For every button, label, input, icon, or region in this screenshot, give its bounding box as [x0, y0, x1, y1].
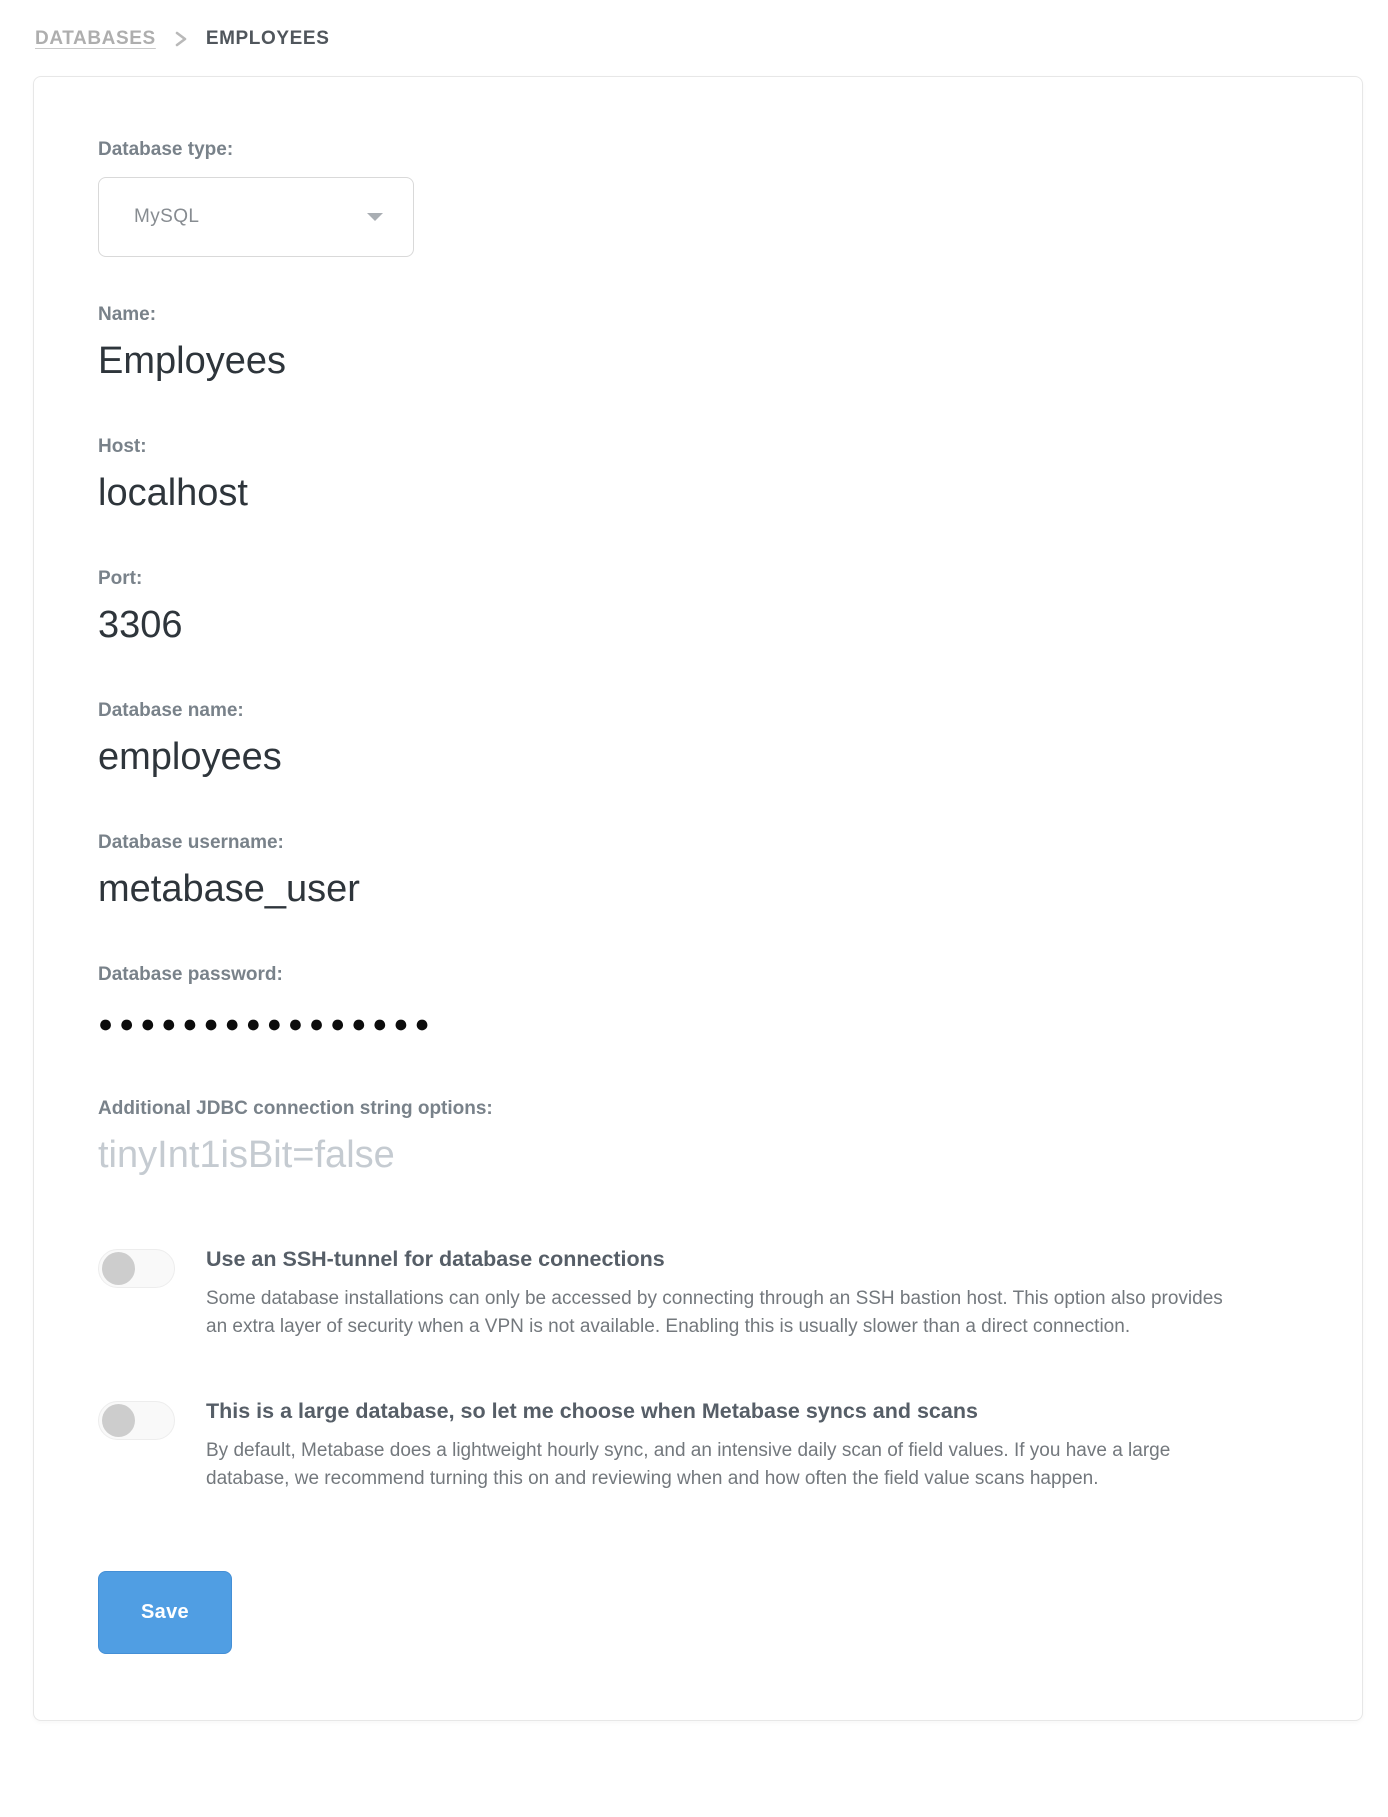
jdbc-options-label: Additional JDBC connection string options: [98, 1098, 493, 1119]
jdbc-options-input[interactable] [98, 1132, 1178, 1183]
field-port [98, 568, 1298, 653]
ssh-tunnel-description: Some database installations can only be accessed by connecting through an SSH bastion host. This option also provides an extra layer of security when a VPN is not available. Enabling this is usually slower than a direct connection. [206, 1288, 1223, 1337]
port-label: Port: [98, 568, 143, 589]
name-label: Name: [98, 304, 157, 325]
breadcrumb [0, 0, 1388, 50]
toggle-knob [102, 1252, 135, 1285]
toggle-knob [102, 1404, 135, 1437]
chevron-down-icon [367, 213, 383, 221]
ssh-tunnel-toggle[interactable] [98, 1249, 175, 1288]
field-database-username [98, 832, 1298, 917]
host-input[interactable] [98, 470, 1178, 521]
chevron-right-icon [174, 29, 188, 49]
database-type-selected-value: MySQL [134, 206, 200, 227]
field-host [98, 436, 1298, 521]
database-name-label: Database name: [98, 700, 244, 721]
field-name [98, 304, 1298, 389]
breadcrumb-current-employees: EMPLOYEES [205, 28, 330, 49]
host-label: Host: [98, 436, 147, 457]
database-type-select[interactable] [98, 177, 414, 257]
database-settings-card [33, 76, 1363, 1721]
database-password-input[interactable] [98, 998, 1178, 1051]
database-name-input[interactable] [98, 734, 1178, 785]
field-database-type [98, 139, 1298, 257]
large-database-section [98, 1399, 1298, 1493]
large-database-title: This is a large database, so let me choose when Metabase syncs and scans [206, 1398, 978, 1423]
large-database-toggle[interactable] [98, 1401, 175, 1440]
database-username-label: Database username: [98, 832, 284, 853]
ssh-tunnel-title: Use an SSH-tunnel for database connections [206, 1247, 665, 1271]
field-database-password [98, 964, 1298, 1051]
ssh-tunnel-content [206, 1247, 1241, 1341]
field-jdbc-options [98, 1098, 1298, 1183]
breadcrumb-databases-link[interactable]: DATABASES [35, 28, 156, 49]
port-input[interactable] [98, 602, 1178, 653]
name-input[interactable] [98, 338, 1178, 389]
large-database-content [206, 1399, 1241, 1493]
database-password-label: Database password: [98, 964, 283, 985]
save-button[interactable]: Save [98, 1571, 232, 1654]
field-database-name [98, 700, 1298, 785]
database-username-input[interactable] [98, 866, 1178, 917]
database-type-label: Database type: [98, 139, 234, 160]
ssh-tunnel-section [98, 1247, 1298, 1341]
large-database-description: By default, Metabase does a lightweight hourly sync, and an intensive daily scan of field values. If you have a large database, we recommend turning this on and reviewing when and how often the field value scans happen. [206, 1439, 1171, 1489]
